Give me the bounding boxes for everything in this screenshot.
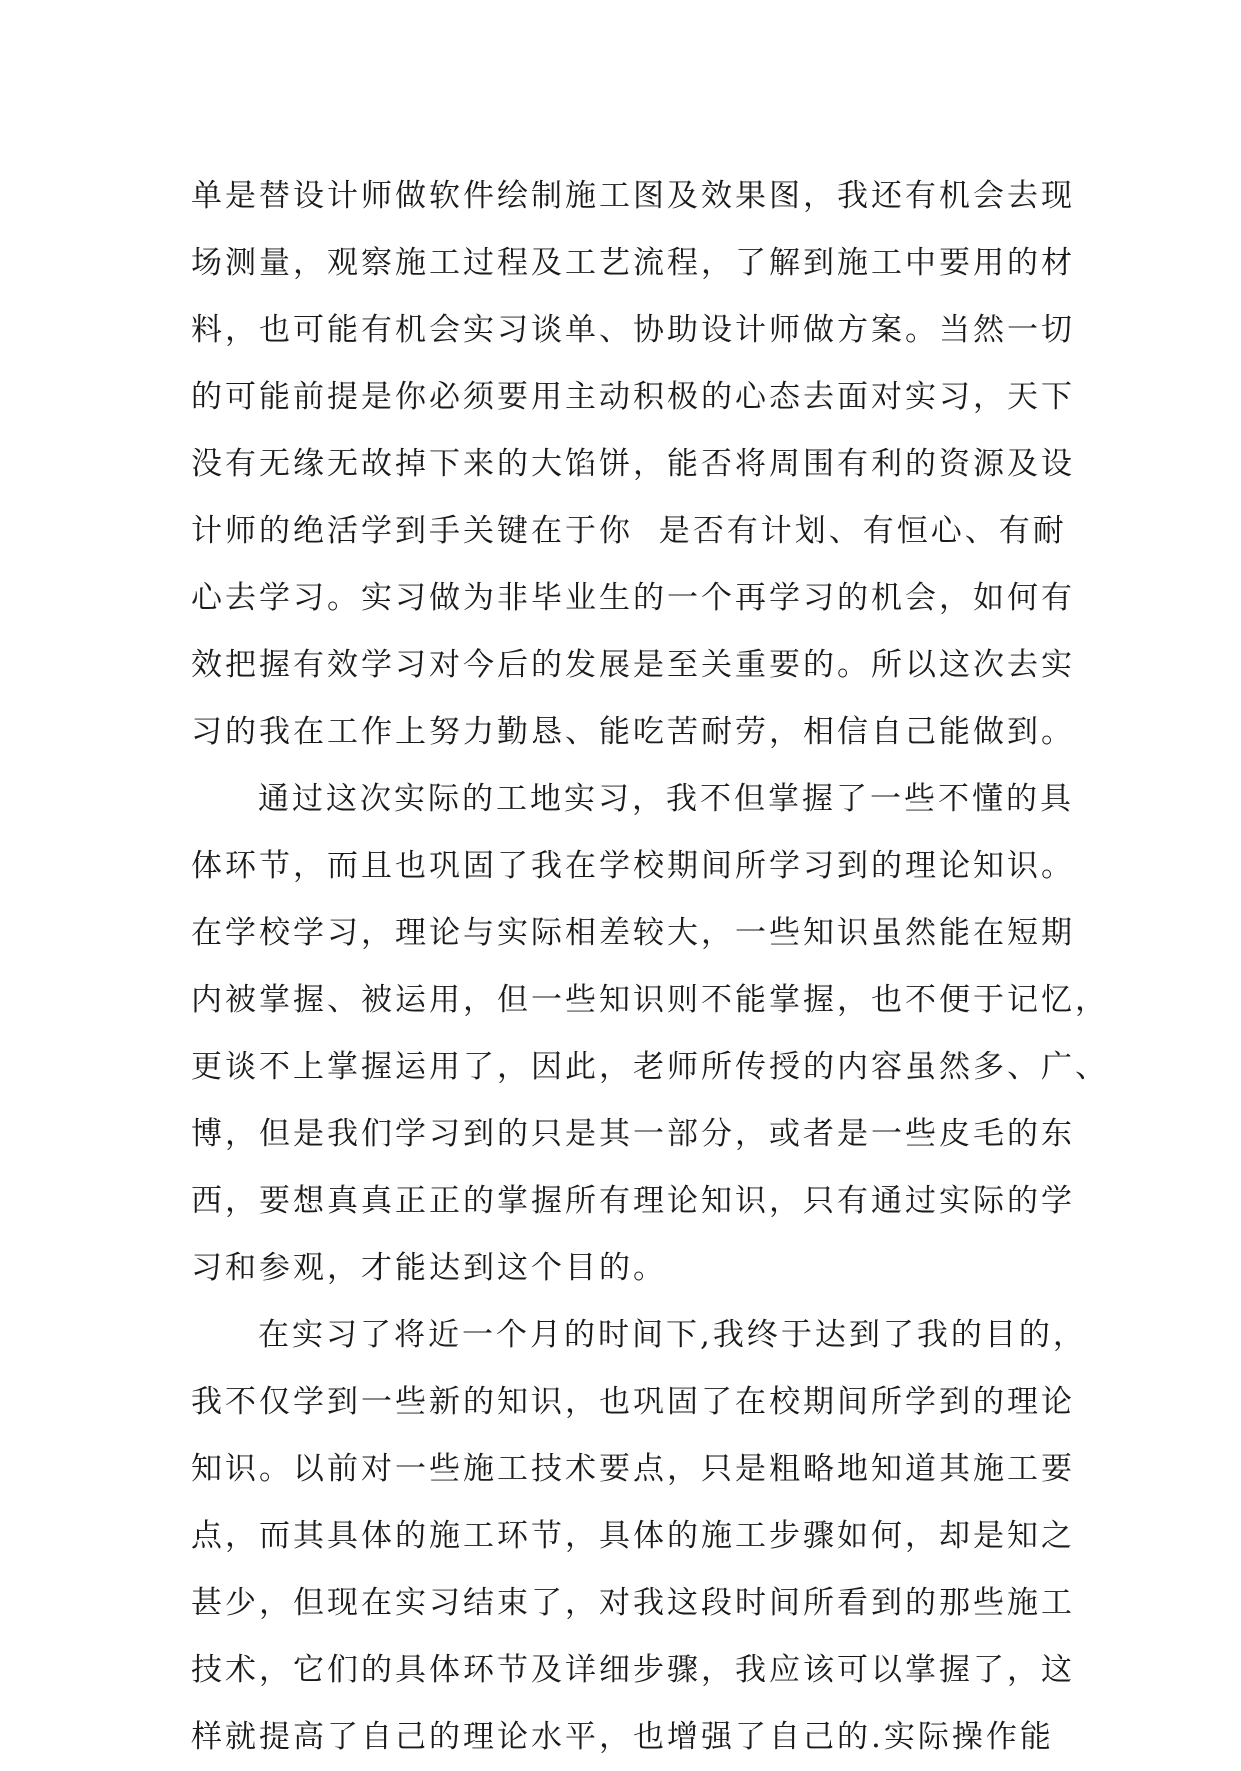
text-line: 样就提高了自己的理论水平，也增强了自己的.实际操作能 [191,1719,1054,1755]
text-line: 场测量，观察施工过程及工艺流程，了解到施工中要用的材 [191,245,1075,281]
body-text [191,163,1109,1771]
text-line: 西，要想真真正正的掌握所有理论知识，只有通过实际的学 [191,1183,1075,1219]
text-line: 心去学习。实习做为非毕业生的一个再学习的机会，如何有 [191,580,1075,616]
text-line: 博，但是我们学习到的只是其一部分，或者是一些皮毛的东 [191,1116,1075,1152]
text-line: 我不仅学到一些新的知识，也巩固了在校期间所学到的理论 [191,1384,1075,1420]
text-line: 内被掌握、被运用，但一些知识则不能掌握，也不便于记忆， [191,982,1109,1018]
text-line: 在学校学习，理论与实际相差较大，一些知识虽然能在短期 [191,915,1075,951]
text-line: 通过这次实际的工地实习，我不但掌握了一些不懂的具 [258,781,1074,817]
text-line: 技术，它们的具体环节及详细步骤，我应该可以掌握了，这 [191,1652,1075,1688]
text-line: 没有无缘无故掉下来的大馅饼，能否将周围有利的资源及设 [191,446,1075,482]
text-line: 计师的绝活学到手关键在于你 是否有计划、有恒心、有耐 [191,513,1067,549]
text-line: 更谈不上掌握运用了，因此，老师所传授的内容虽然多、广、 [191,1049,1109,1085]
text-line: 点，而其具体的施工环节，具体的施工步骤如何，却是知之 [191,1518,1075,1554]
text-line: 在实习了将近一个月的时间下,我终于达到了我的目的， [258,1317,1087,1353]
text-line: 知识。以前对一些施工技术要点，只是粗略地知道其施工要 [191,1451,1075,1487]
text-line: 的可能前提是你必须要用主动积极的心态去面对实习，天下 [191,379,1075,415]
text-line: 习的我在工作上努力勤恳、能吃苦耐劳，相信自己能做到。 [191,714,1075,750]
text-line: 效把握有效学习对今后的发展是至关重要的。所以这次去实 [191,647,1075,683]
text-line: 单是替设计师做软件绘制施工图及效果图，我还有机会去现 [191,178,1075,214]
text-line: 料，也可能有机会实习谈单、协助设计师做方案。当然一切 [191,312,1075,348]
text-line: 体环节，而且也巩固了我在学校期间所学习到的理论知识。 [191,848,1075,884]
text-line: 习和参观，才能达到这个目的。 [191,1250,667,1286]
text-line: 甚少，但现在实习结束了，对我这段时间所看到的那些施工 [191,1585,1075,1621]
